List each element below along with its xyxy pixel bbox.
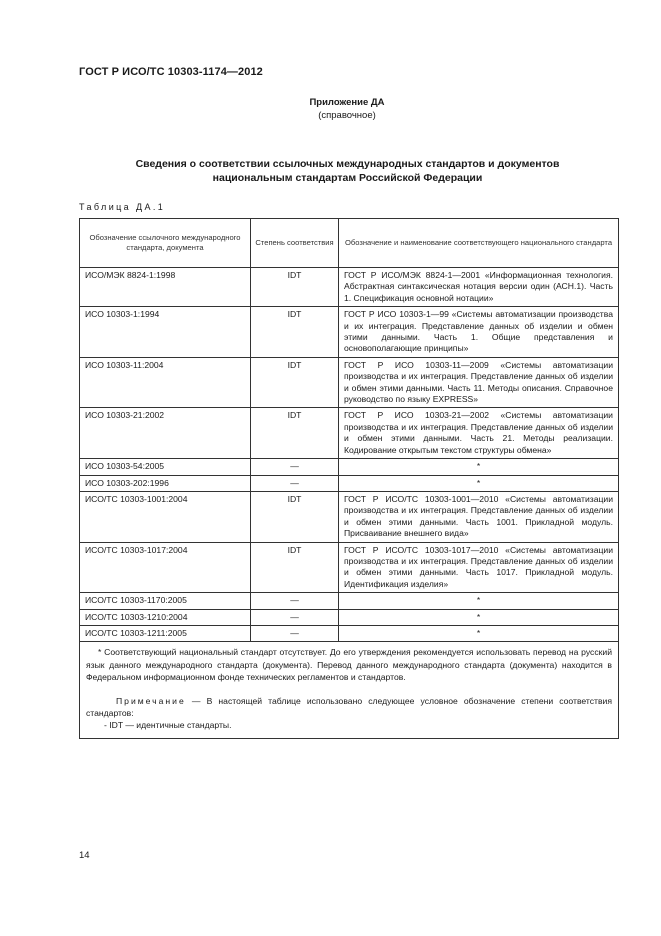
cell-national: * xyxy=(339,625,619,641)
cell-degree: IDT xyxy=(251,542,339,593)
cell-reference: ИСО 10303-1:1994 xyxy=(80,307,251,358)
section-title-line2: национальным стандартам Российской Федерации xyxy=(212,172,483,184)
table-row xyxy=(80,593,619,609)
table-row xyxy=(80,609,619,625)
table-row xyxy=(80,357,619,408)
cell-national: * xyxy=(339,459,619,475)
cell-national: ГОСТ Р ИСО/ТС 10303-1017—2010 «Системы автоматизации производства и их интеграция. Представление данных об изделии и обмен этими данными. Часть 1017. Прикладной модуль. Идентификация изделия» xyxy=(339,542,619,593)
cell-degree: IDT xyxy=(251,408,339,459)
cell-degree: — xyxy=(251,475,339,491)
cell-national: ГОСТ Р ИСО 10303-1—99 «Системы автоматизации производства и их интеграция. Представление данных об изделии и обмен этими данными. Часть 1. Общие представления и основополагающие принципы» xyxy=(339,307,619,358)
table-footer-row xyxy=(80,642,619,738)
cell-reference: ИСО 10303-11:2004 xyxy=(80,357,251,408)
note-label: Примечание xyxy=(116,695,186,706)
cell-national: ГОСТ Р ИСО/ТС 10303-1001—2010 «Системы автоматизации производства и их интеграция. Представление данных об изделии и обмен этими данными. Часть 1001. Прикладной модуль. Присваивание внешнего вида» xyxy=(339,491,619,542)
cell-reference: ИСО 10303-21:2002 xyxy=(80,408,251,459)
cell-reference: ИСО 10303-54:2005 xyxy=(80,459,251,475)
cell-reference: ИСО/ТС 10303-1170:2005 xyxy=(80,593,251,609)
cell-degree: IDT xyxy=(251,307,339,358)
cell-degree: — xyxy=(251,625,339,641)
table-row xyxy=(80,491,619,542)
correspondence-table xyxy=(79,218,619,739)
cell-national: ГОСТ Р ИСО 10303-11—2009 «Системы автоматизации производства и их интеграция. Представление данных об изделии и обмен этими данными. Часть 11. Методы описания. Справочное руководство по языку EXPRESS» xyxy=(339,357,619,408)
cell-reference: ИСО/ТС 10303-1211:2005 xyxy=(80,625,251,641)
cell-national: * xyxy=(339,593,619,609)
cell-national: * xyxy=(339,609,619,625)
cell-degree: IDT xyxy=(251,357,339,408)
table-row xyxy=(80,408,619,459)
document-header-code: ГОСТ Р ИСО/ТС 10303-1174—2012 xyxy=(79,66,263,78)
table-row xyxy=(80,475,619,491)
appendix-subtitle: (справочное) xyxy=(318,110,376,121)
header-national: Обозначение и наименование соответствующего национального стандарта xyxy=(339,219,619,268)
cell-degree: — xyxy=(251,609,339,625)
table-row xyxy=(80,459,619,475)
note-item: - IDT — идентичные стандарты. xyxy=(104,720,232,731)
cell-reference: ИСО/МЭК 8824-1:1998 xyxy=(80,268,251,307)
appendix-title: Приложение ДА xyxy=(309,97,385,108)
table-caption: Таблица ДА.1 xyxy=(79,202,166,212)
cell-reference: ИСО/ТС 10303-1017:2004 xyxy=(80,542,251,593)
header-reference: Обозначение ссылочного международного стандарта, документа xyxy=(80,219,251,268)
cell-reference: ИСО 10303-202:1996 xyxy=(80,475,251,491)
table-row xyxy=(80,625,619,641)
section-title-line1: Сведения о соответствии ссылочных международных стандартов и документов xyxy=(135,158,560,170)
header-degree: Степень соответствия xyxy=(251,219,339,268)
page-number: 14 xyxy=(79,850,90,861)
cell-reference: ИСО/ТС 10303-1210:2004 xyxy=(80,609,251,625)
cell-degree: — xyxy=(251,593,339,609)
table-row xyxy=(80,542,619,593)
table-footnote: * Соответствующий национальный стандарт отсутствует. До его утверждения рекомендуется использовать перевод на русский язык данного международного стандарта (документа). Перевод данного международного стандарта (документа) находится в Федеральном информационном фонде технических регламентов и стандартов. xyxy=(86,647,612,682)
cell-degree: IDT xyxy=(251,268,339,307)
cell-degree: IDT xyxy=(251,491,339,542)
cell-national: * xyxy=(339,475,619,491)
table-row xyxy=(80,268,619,307)
table-header-row xyxy=(80,219,619,268)
table-row xyxy=(80,307,619,358)
cell-national: ГОСТ Р ИСО/МЭК 8824-1—2001 «Информационная технология. Абстрактная синтаксическая нотация версии один (АСН.1). Часть 1. Спецификация основной нотации» xyxy=(339,268,619,307)
table-note xyxy=(86,695,612,719)
cell-degree: — xyxy=(251,459,339,475)
note-text: — В настоящей таблице использовано следующее условное обозначение степени соответствия стандартов: xyxy=(86,695,613,719)
table-footer xyxy=(80,642,619,738)
cell-reference: ИСО/ТС 10303-1001:2004 xyxy=(80,491,251,542)
cell-national: ГОСТ Р ИСО 10303-21—2002 «Системы автоматизации производства и их интеграция. Представление данных об изделии и обмен этими данными. Часть 21. Методы реализации. Кодирование открытым текстом структуры обмена» xyxy=(339,408,619,459)
